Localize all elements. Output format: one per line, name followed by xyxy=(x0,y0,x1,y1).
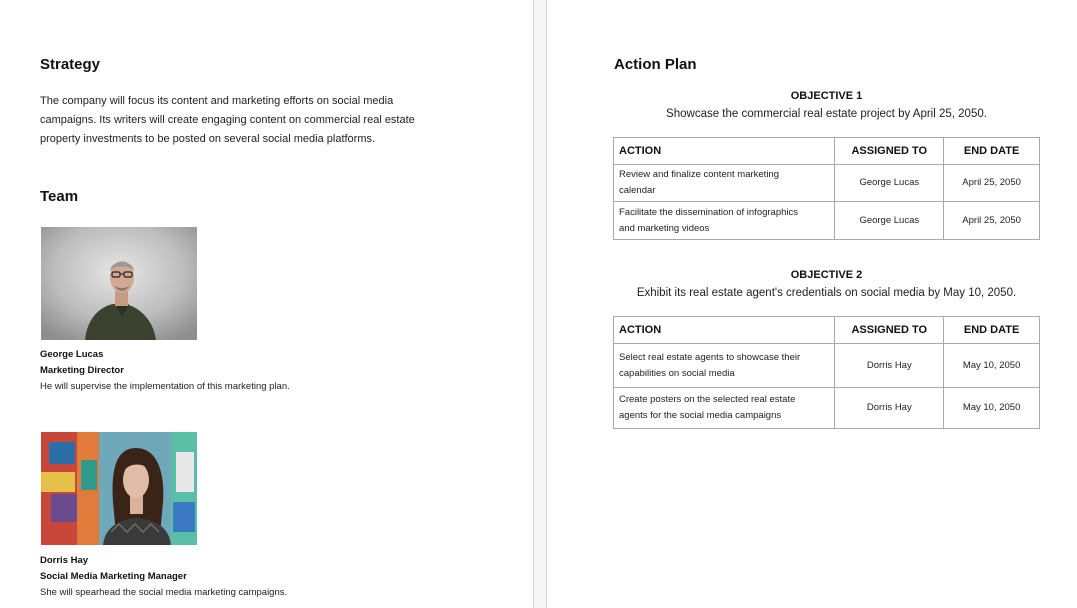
column-header-action: ACTION xyxy=(614,138,835,165)
strategy-line: property investments to be posted on several social media platforms. xyxy=(40,133,376,145)
table-row xyxy=(614,344,1040,388)
column-header-assigned: ASSIGNED TO xyxy=(835,317,944,344)
column-header-assigned: ASSIGNED TO xyxy=(835,138,944,165)
assigned-cell: George Lucas xyxy=(835,165,944,202)
objective-description: Showcase the commercial real estate project by April 25, 2050. xyxy=(666,108,987,120)
end-date-cell: May 10, 2050 xyxy=(944,344,1040,388)
column-header-end-date: END DATE xyxy=(944,138,1040,165)
action-cell xyxy=(614,202,835,240)
objective-description: Exhibit its real estate agent's credentials on social media by May 10, 2050. xyxy=(636,287,1017,299)
action-text: agents for the social media campaigns xyxy=(619,410,782,421)
strategy-heading: Strategy xyxy=(40,56,101,73)
member-name: George Lucas xyxy=(40,349,104,360)
action-text: and marketing videos xyxy=(619,222,710,234)
objective-2-table xyxy=(613,316,1040,429)
action-text: Facilitate the dissemination of infographics xyxy=(619,206,799,218)
end-date-cell: April 25, 2050 xyxy=(944,165,1040,202)
member-role: Social Media Marketing Manager xyxy=(40,571,187,582)
george-lucas-photo xyxy=(41,227,197,340)
action-text: calendar xyxy=(619,185,656,196)
objective-title: OBJECTIVE 1 xyxy=(790,90,863,102)
team-heading: Team xyxy=(40,188,79,205)
assigned-cell: George Lucas xyxy=(835,202,944,240)
table-row xyxy=(614,388,1040,429)
member-role: Marketing Director xyxy=(40,365,124,376)
assigned-cell: Dorris Hay xyxy=(835,388,944,429)
member-name: Dorris Hay xyxy=(40,555,89,566)
strategy-line: The company will focus its content and marketing efforts on social media xyxy=(40,95,394,107)
end-date-cell: April 25, 2050 xyxy=(944,202,1040,240)
action-plan-heading: Action Plan xyxy=(614,56,697,73)
assigned-cell: Dorris Hay xyxy=(835,344,944,388)
strategy-line: campaigns. Its writers will create engaging content on commercial real estate xyxy=(40,114,415,126)
table-header-row xyxy=(614,317,1040,344)
action-text: Review and finalize content marketing xyxy=(619,169,780,180)
left-page xyxy=(0,0,533,608)
member-description: She will spearhead the social media marketing campaigns. xyxy=(40,587,288,598)
objective-title: OBJECTIVE 2 xyxy=(790,269,863,281)
table-header-row xyxy=(614,138,1040,165)
action-text: Select real estate agents to showcase their xyxy=(619,351,801,363)
portrait-man-image xyxy=(41,227,197,340)
action-cell xyxy=(614,344,835,388)
end-date-cell: May 10, 2050 xyxy=(944,388,1040,429)
action-cell xyxy=(614,165,835,202)
action-text: capabilities on social media xyxy=(619,367,735,379)
table-row xyxy=(614,165,1040,202)
objective-1-table xyxy=(613,137,1040,240)
page-gap xyxy=(533,0,547,608)
portrait-woman-image xyxy=(41,432,197,545)
column-header-action: ACTION xyxy=(614,317,835,344)
right-page xyxy=(547,0,1077,608)
table-row xyxy=(614,202,1040,240)
dorris-hay-photo xyxy=(41,432,197,545)
member-description: He will supervise the implementation of this marketing plan. xyxy=(40,381,290,392)
strategy-paragraph xyxy=(40,92,520,149)
column-header-end-date: END DATE xyxy=(944,317,1040,344)
action-text: Create posters on the selected real estate xyxy=(619,394,796,405)
action-cell xyxy=(614,388,835,429)
